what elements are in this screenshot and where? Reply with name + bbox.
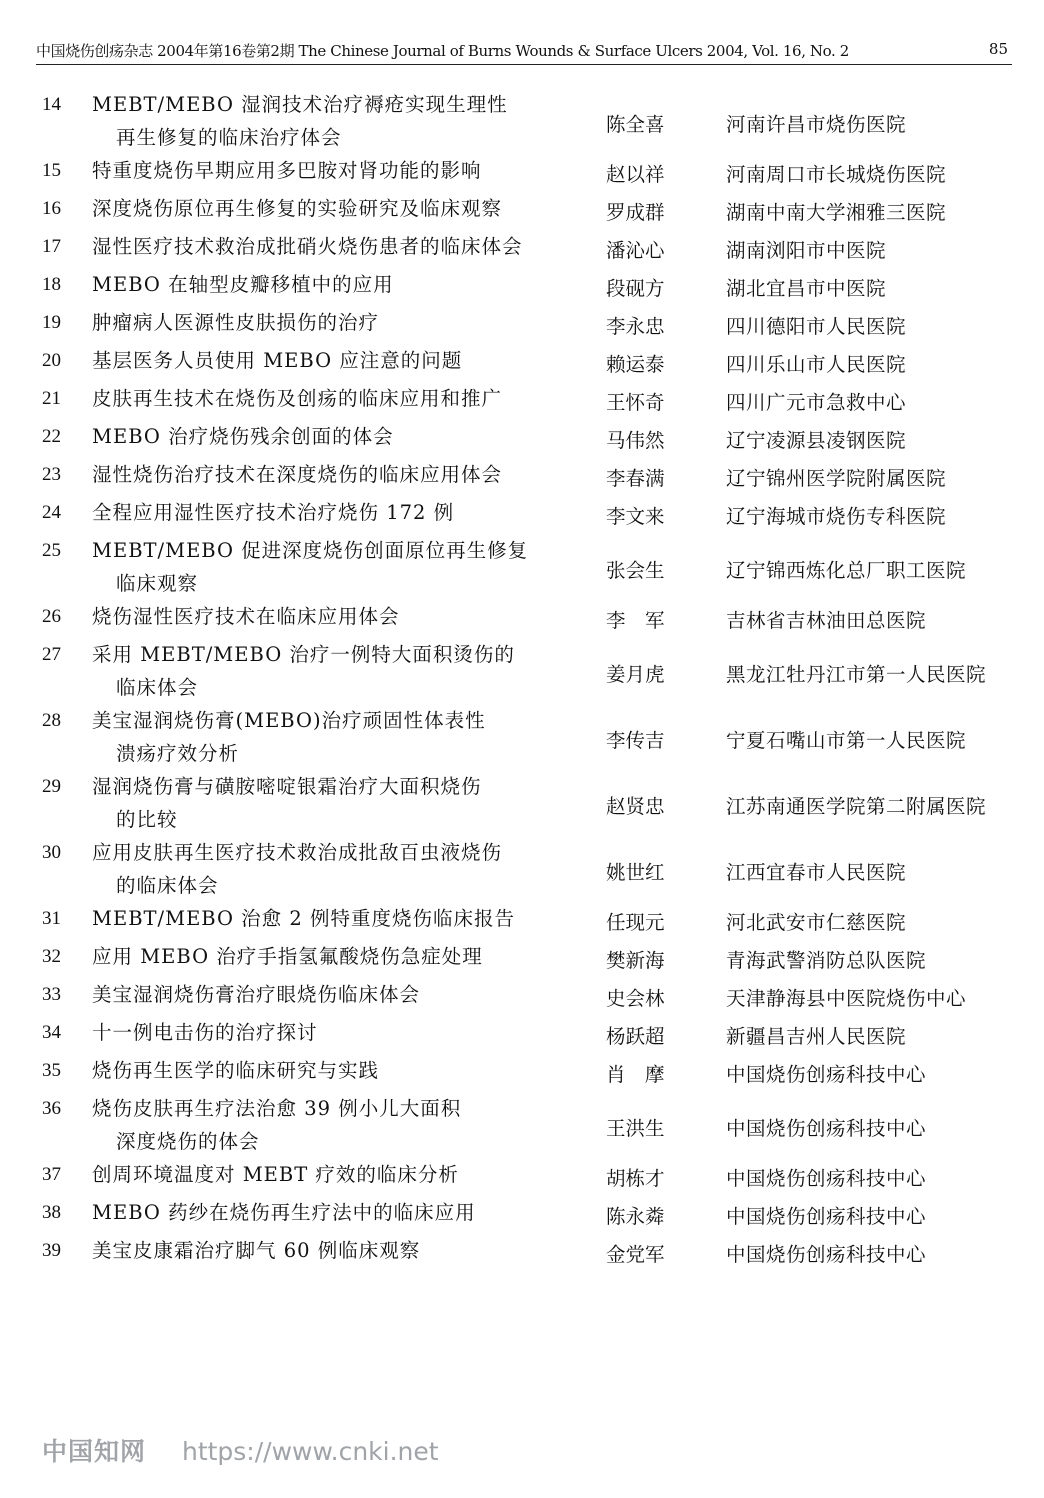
- author: 姜月虎: [606, 663, 665, 686]
- article-title: [92, 344, 582, 377]
- article-title-line1: 烧伤皮肤再生疗法治愈 39 例小儿大面积: [92, 1097, 462, 1120]
- author: 李 军: [606, 609, 665, 632]
- row-number: 19: [42, 312, 61, 333]
- article-title-line1: 湿性医疗技术救治成批硝火烧伤患者的临床体会: [92, 235, 523, 258]
- author: 赵贤忠: [606, 795, 665, 818]
- institution: 中国烧伤创疡科技中心: [726, 1117, 927, 1140]
- article-title-line1: MEBO 治疗烧伤残余创面的体会: [92, 425, 394, 448]
- table-row: [0, 1020, 1044, 1058]
- article-title-line2: 的临床体会: [116, 874, 219, 897]
- table-row: [0, 196, 1044, 234]
- author: 李文来: [606, 505, 665, 528]
- article-title: [92, 420, 582, 453]
- institution: 辽宁锦西炼化总厂职工医院: [726, 559, 967, 582]
- article-title: [92, 1092, 582, 1158]
- cnki-logo-text: 中国知网: [42, 1437, 147, 1466]
- article-title: [92, 1016, 582, 1049]
- author: 樊新海: [606, 949, 665, 972]
- article-title-line1: 十一例电击伤的治疗探讨: [92, 1021, 318, 1044]
- table-row: [0, 92, 1044, 158]
- row-number: 29: [42, 776, 61, 797]
- row-number: 35: [42, 1060, 61, 1081]
- article-title-line1: 全程应用湿性医疗技术治疗烧伤 172 例: [92, 501, 455, 524]
- table-row: [0, 1096, 1044, 1162]
- row-number: 23: [42, 464, 61, 485]
- row-number: 24: [42, 502, 61, 523]
- row-number: 22: [42, 426, 61, 447]
- table-row: [0, 386, 1044, 424]
- author: 任现元: [606, 911, 665, 934]
- institution: 江西宜春市人民医院: [726, 861, 907, 884]
- author: 赖运泰: [606, 353, 665, 376]
- table-row: [0, 310, 1044, 348]
- article-title-line2: 临床体会: [116, 676, 199, 699]
- article-title-line2: 临床观察: [116, 572, 199, 595]
- row-number: 16: [42, 198, 61, 219]
- institution: 辽宁凌源县凌钢医院: [726, 429, 907, 452]
- article-title-line1: 美宝湿润烧伤膏(MEBO)治疗顽固性体表性: [92, 709, 486, 732]
- author: 姚世红: [606, 861, 665, 884]
- article-title: [92, 600, 582, 633]
- article-title-line1: 特重度烧伤早期应用多巴胺对肾功能的影响: [92, 159, 482, 182]
- author: 罗成群: [606, 201, 665, 224]
- article-title-line1: MEBT/MEBO 治愈 2 例特重度烧伤临床报告: [92, 907, 515, 930]
- institution: 青海武警消防总队医院: [726, 949, 927, 972]
- article-title-line1: MEBT/MEBO 促进深度烧伤创面原位再生修复: [92, 539, 529, 562]
- row-number: 17: [42, 236, 61, 257]
- article-title-line1: MEBO 药纱在烧伤再生疗法中的临床应用: [92, 1201, 476, 1224]
- article-title: [92, 154, 582, 187]
- row-number: 25: [42, 540, 61, 561]
- article-title-line1: 采用 MEBT/MEBO 治疗一例特大面积烫伤的: [92, 643, 515, 666]
- cnki-url: https://www.cnki.net: [181, 1437, 439, 1466]
- article-title: [92, 1158, 582, 1191]
- article-title-line2: 的比较: [116, 808, 178, 831]
- row-number: 14: [42, 94, 61, 115]
- article-title: [92, 902, 582, 935]
- author: 史会林: [606, 987, 665, 1010]
- table-row: [0, 158, 1044, 196]
- row-number: 37: [42, 1164, 61, 1185]
- author: 段砚方: [606, 277, 665, 300]
- table-row: [0, 642, 1044, 708]
- table-row: [0, 840, 1044, 906]
- institution: 河南周口市长城烧伤医院: [726, 163, 947, 186]
- institution: 河南许昌市烧伤医院: [726, 113, 907, 136]
- table-row: [0, 348, 1044, 386]
- author: 赵以祥: [606, 163, 665, 186]
- author: 杨跃超: [606, 1025, 665, 1048]
- institution: 江苏南通医学院第二附属医院: [726, 795, 987, 818]
- institution: 天津静海县中医院烧伤中心: [726, 987, 967, 1010]
- article-title: [92, 230, 582, 263]
- article-title-line1: 深度烧伤原位再生修复的实验研究及临床观察: [92, 197, 503, 220]
- institution: 中国烧伤创疡科技中心: [726, 1243, 927, 1266]
- institution: 湖北宜昌市中医院: [726, 277, 887, 300]
- table-row: [0, 462, 1044, 500]
- article-title: [92, 978, 582, 1011]
- table-row: [0, 906, 1044, 944]
- watermark: [42, 1432, 439, 1468]
- institution: 四川广元市急救中心: [726, 391, 907, 414]
- journal-line: 中国烧伤创疡杂志 2004年第16卷第2期 The Chinese Journal of Burns Wounds & Surface Ulcers 2004, Vol. 16, No. 2: [36, 42, 849, 60]
- running-header: [36, 38, 1012, 65]
- table-row: [0, 424, 1044, 462]
- article-title-line1: 美宝皮康霜治疗脚气 60 例临床观察: [92, 1239, 421, 1262]
- row-number: 31: [42, 908, 61, 929]
- table-row: [0, 982, 1044, 1020]
- table-row: [0, 1200, 1044, 1238]
- article-title: [92, 496, 582, 529]
- institution: 吉林省吉林油田总医院: [726, 609, 927, 632]
- page-number: 85: [988, 40, 1008, 58]
- author: 肖 摩: [606, 1063, 665, 1086]
- article-title: [92, 458, 582, 491]
- row-number: 33: [42, 984, 61, 1005]
- row-number: 20: [42, 350, 61, 371]
- article-title-line1: 基层医务人员使用 MEBO 应注意的问题: [92, 349, 463, 372]
- table-row: [0, 272, 1044, 310]
- article-title-line1: MEBT/MEBO 湿润技术治疗褥疮实现生理性: [92, 93, 508, 116]
- institution: 湖南中南大学湘雅三医院: [726, 201, 947, 224]
- article-title-line2: 溃疡疗效分析: [116, 742, 240, 765]
- row-number: 26: [42, 606, 61, 627]
- article-title: [92, 1234, 582, 1267]
- row-number: 27: [42, 644, 61, 665]
- article-title: [92, 88, 582, 154]
- row-number: 36: [42, 1098, 61, 1119]
- table-row: [0, 538, 1044, 604]
- institution: 中国烧伤创疡科技中心: [726, 1205, 927, 1228]
- table-row: [0, 234, 1044, 272]
- article-title-line1: MEBO 在轴型皮瓣移植中的应用: [92, 273, 394, 296]
- institution: 湖南浏阳市中医院: [726, 239, 887, 262]
- author: 金党军: [606, 1243, 665, 1266]
- author: 陈永粦: [606, 1205, 665, 1228]
- author: 马伟然: [606, 429, 665, 452]
- author: 陈全喜: [606, 113, 665, 136]
- table-row: [0, 1058, 1044, 1096]
- article-title: [92, 534, 582, 600]
- article-title-line1: 湿润烧伤膏与磺胺嘧啶银霜治疗大面积烧伤: [92, 775, 482, 798]
- author: 王怀奇: [606, 391, 665, 414]
- article-title-line1: 皮肤再生技术在烧伤及创疡的临床应用和推广: [92, 387, 503, 410]
- row-number: 38: [42, 1202, 61, 1223]
- institution: 四川德阳市人民医院: [726, 315, 907, 338]
- institution: 辽宁锦州医学院附属医院: [726, 467, 947, 490]
- article-title: [92, 638, 582, 704]
- row-number: 34: [42, 1022, 61, 1043]
- institution: 中国烧伤创疡科技中心: [726, 1167, 927, 1190]
- author: 胡栋才: [606, 1167, 665, 1190]
- institution: 河北武安市仁慈医院: [726, 911, 907, 934]
- table-row: [0, 604, 1044, 642]
- table-row: [0, 774, 1044, 840]
- table-row: [0, 708, 1044, 774]
- article-title-line1: 美宝湿润烧伤膏治疗眼烧伤临床体会: [92, 983, 421, 1006]
- article-title: [92, 1054, 582, 1087]
- article-title-line1: 应用 MEBO 治疗手指氢氟酸烧伤急症处理: [92, 945, 483, 968]
- author: 李春满: [606, 467, 665, 490]
- article-title: [92, 770, 582, 836]
- row-number: 18: [42, 274, 61, 295]
- row-number: 39: [42, 1240, 61, 1261]
- article-title-line1: 创周环境温度对 MEBT 疗效的临床分析: [92, 1163, 459, 1186]
- article-title-line2: 深度烧伤的体会: [116, 1130, 260, 1153]
- table-row: [0, 1238, 1044, 1276]
- author: 潘沁心: [606, 239, 665, 262]
- article-title: [92, 192, 582, 225]
- row-number: 21: [42, 388, 61, 409]
- article-title-line1: 肿瘤病人医源性皮肤损伤的治疗: [92, 311, 380, 334]
- article-title-line1: 应用皮肤再生医疗技术救治成批敌百虫液烧伤: [92, 841, 503, 864]
- row-number: 28: [42, 710, 61, 731]
- table-row: [0, 500, 1044, 538]
- institution: 黑龙江牡丹江市第一人民医院: [726, 663, 987, 686]
- table-row: [0, 944, 1044, 982]
- article-title-line1: 湿性烧伤治疗技术在深度烧伤的临床应用体会: [92, 463, 503, 486]
- row-number: 30: [42, 842, 61, 863]
- article-title: [92, 382, 582, 415]
- author: 张会生: [606, 559, 665, 582]
- author: 李永忠: [606, 315, 665, 338]
- article-title: [92, 704, 582, 770]
- institution: 宁夏石嘴山市第一人民医院: [726, 729, 967, 752]
- institution: 四川乐山市人民医院: [726, 353, 907, 376]
- table-row: [0, 1162, 1044, 1200]
- institution: 中国烧伤创疡科技中心: [726, 1063, 927, 1086]
- article-title: [92, 836, 582, 902]
- article-title-line1: 烧伤再生医学的临床研究与实践: [92, 1059, 380, 1082]
- article-title: [92, 1196, 582, 1229]
- article-title: [92, 940, 582, 973]
- author: 李传吉: [606, 729, 665, 752]
- institution: 新疆昌吉州人民医院: [726, 1025, 907, 1048]
- row-number: 32: [42, 946, 61, 967]
- author: 王洪生: [606, 1117, 665, 1140]
- row-number: 15: [42, 160, 61, 181]
- article-title-line1: 烧伤湿性医疗技术在临床应用体会: [92, 605, 400, 628]
- article-title: [92, 268, 582, 301]
- institution: 辽宁海城市烧伤专科医院: [726, 505, 947, 528]
- article-title: [92, 306, 582, 339]
- article-title-line2: 再生修复的临床治疗体会: [116, 126, 342, 149]
